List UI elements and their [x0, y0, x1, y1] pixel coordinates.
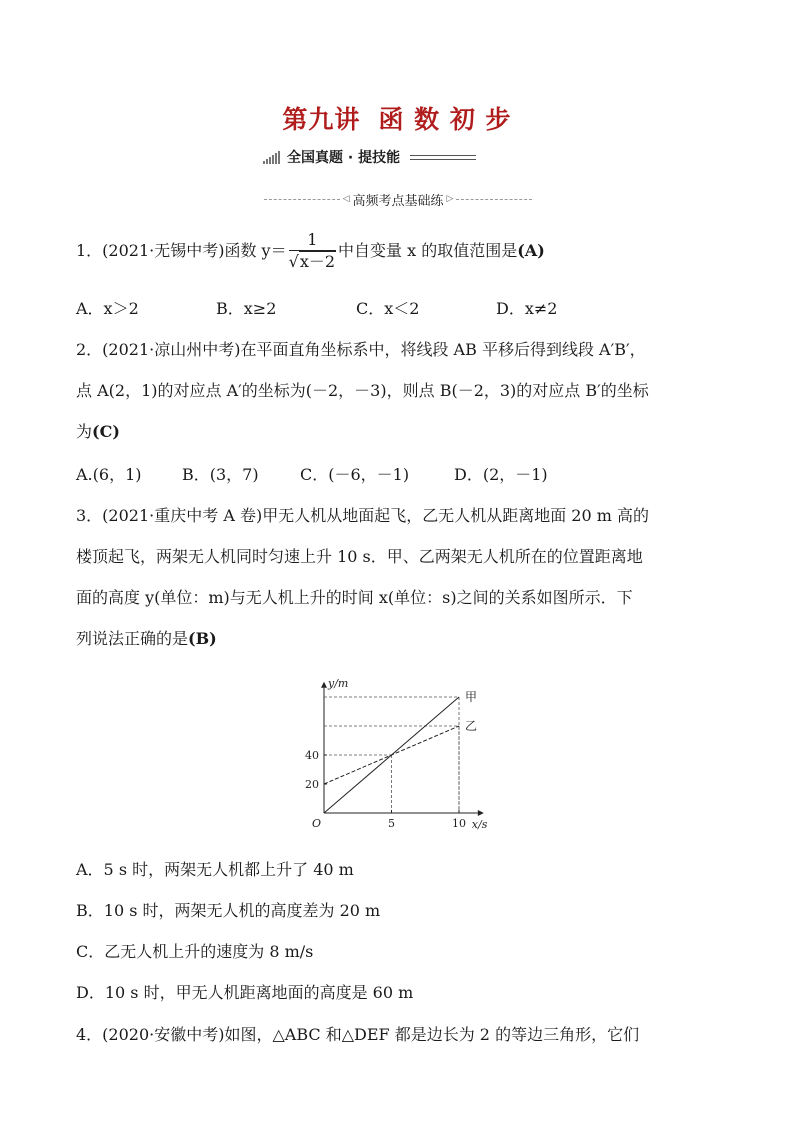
q1-fraction [289, 230, 336, 273]
y-axis-arrow-icon [321, 682, 327, 688]
section-header [264, 189, 532, 209]
subtitle-banner [263, 146, 476, 168]
q3-option-b: B．10 s 时，两架无人机的高度差为 20 m [76, 901, 381, 920]
q3-line-4 [76, 626, 217, 649]
q1-option-d: D．x≠2 [496, 299, 558, 318]
section-divider-right [456, 199, 532, 200]
page-title [0, 100, 794, 136]
subtitle-text: 全国真题 · 提技能 [287, 150, 401, 166]
section-divider-left [264, 199, 340, 200]
q3-line-4-text: 列说法正确的是 [76, 629, 189, 648]
signal-bars-icon [263, 151, 281, 164]
sqrt-icon: √ [288, 252, 299, 271]
q1-answer: (A) [517, 241, 545, 260]
triangle-left-icon: ◁ [342, 194, 350, 204]
q1-option-c: C．x＜2 [356, 299, 420, 318]
title-lecture: 第九讲 [282, 105, 361, 134]
x-axis-label: x/s [471, 818, 488, 831]
q3-option-d: D．10 s 时，甲无人机距离地面的高度是 60 m [76, 983, 414, 1002]
q1-stem-post: 中自变量 x 的取值范围是 [338, 241, 518, 260]
decorative-lines-icon [410, 152, 476, 163]
q3-line-1: 3．(2021·重庆中考 A 卷)甲无人机从地面起飞，乙无人机从距离地面 20 m 高的 [76, 506, 649, 525]
x-axis-arrow-icon [478, 810, 484, 816]
q1-frac-num: 1 [289, 230, 336, 251]
origin-label: O [312, 817, 322, 830]
q1-stem [76, 230, 545, 273]
q3-option-a: A．5 s 时，两架无人机都上升了 40 m [76, 860, 354, 879]
q2-line-3-text: 为 [76, 422, 93, 441]
q1-radicand: x－2 [299, 252, 336, 271]
triangle-right-icon: ▷ [446, 194, 454, 204]
y-tick-label-1: 40 [305, 749, 319, 762]
q3-line-2: 楼顶起飞，两架无人机同时匀速上升 10 s．甲、乙两架无人机所在的位置距离地 [76, 547, 643, 566]
q2-line-1: 2．(2021·凉山州中考)在平面直角坐标系中，将线段 AB 平移后得到线段 A′B′， [76, 340, 646, 359]
q4-line-1: 4．(2020·安徽中考)如图，△ABC 和△DEF 都是边长为 2 的等边三角形，它们 [76, 1025, 640, 1044]
x-tick-label-1: 10 [452, 817, 466, 830]
q3-answer: (B) [188, 629, 217, 648]
q3-line-chart [298, 660, 510, 835]
x-tick-label-0: 5 [388, 817, 395, 830]
q2-option-a: A.(6，1) [76, 465, 142, 484]
q2-line-2: 点 A(2，1)的对应点 A′的坐标为(－2，－3)，则点 B(－2，3)的对应点 B′的坐标 [76, 381, 649, 400]
q3-option-c: C．乙无人机上升的速度为 8 m/s [76, 942, 314, 961]
q1-option-b: B．x≥2 [216, 299, 277, 318]
series-label-1: 乙 [465, 719, 478, 733]
q2-line-3 [76, 419, 120, 442]
section-title: 高频考点基础练 [352, 193, 444, 209]
q3-line-3: 面的高度 y(单位：m)与无人机上升的时间 x(单位：s)之间的关系如图所示．下 [76, 588, 633, 607]
y-tick-label-0: 20 [305, 778, 319, 791]
q1-frac-den [289, 251, 336, 273]
series-label-0: 甲 [465, 690, 478, 704]
y-axis-label: y/m [328, 676, 349, 690]
q1-stem-pre: 1．(2021·无锡中考)函数 y＝ [76, 241, 287, 260]
q1-option-a: A．x＞2 [76, 299, 139, 318]
title-topic: 函 数 初 步 [378, 105, 512, 134]
q2-answer: (C) [92, 422, 120, 441]
q2-option-c: C．(－6，－1) [300, 465, 410, 484]
q2-option-d: D．(2，－1) [454, 465, 548, 484]
q2-option-b: B．(3，7) [182, 465, 259, 484]
